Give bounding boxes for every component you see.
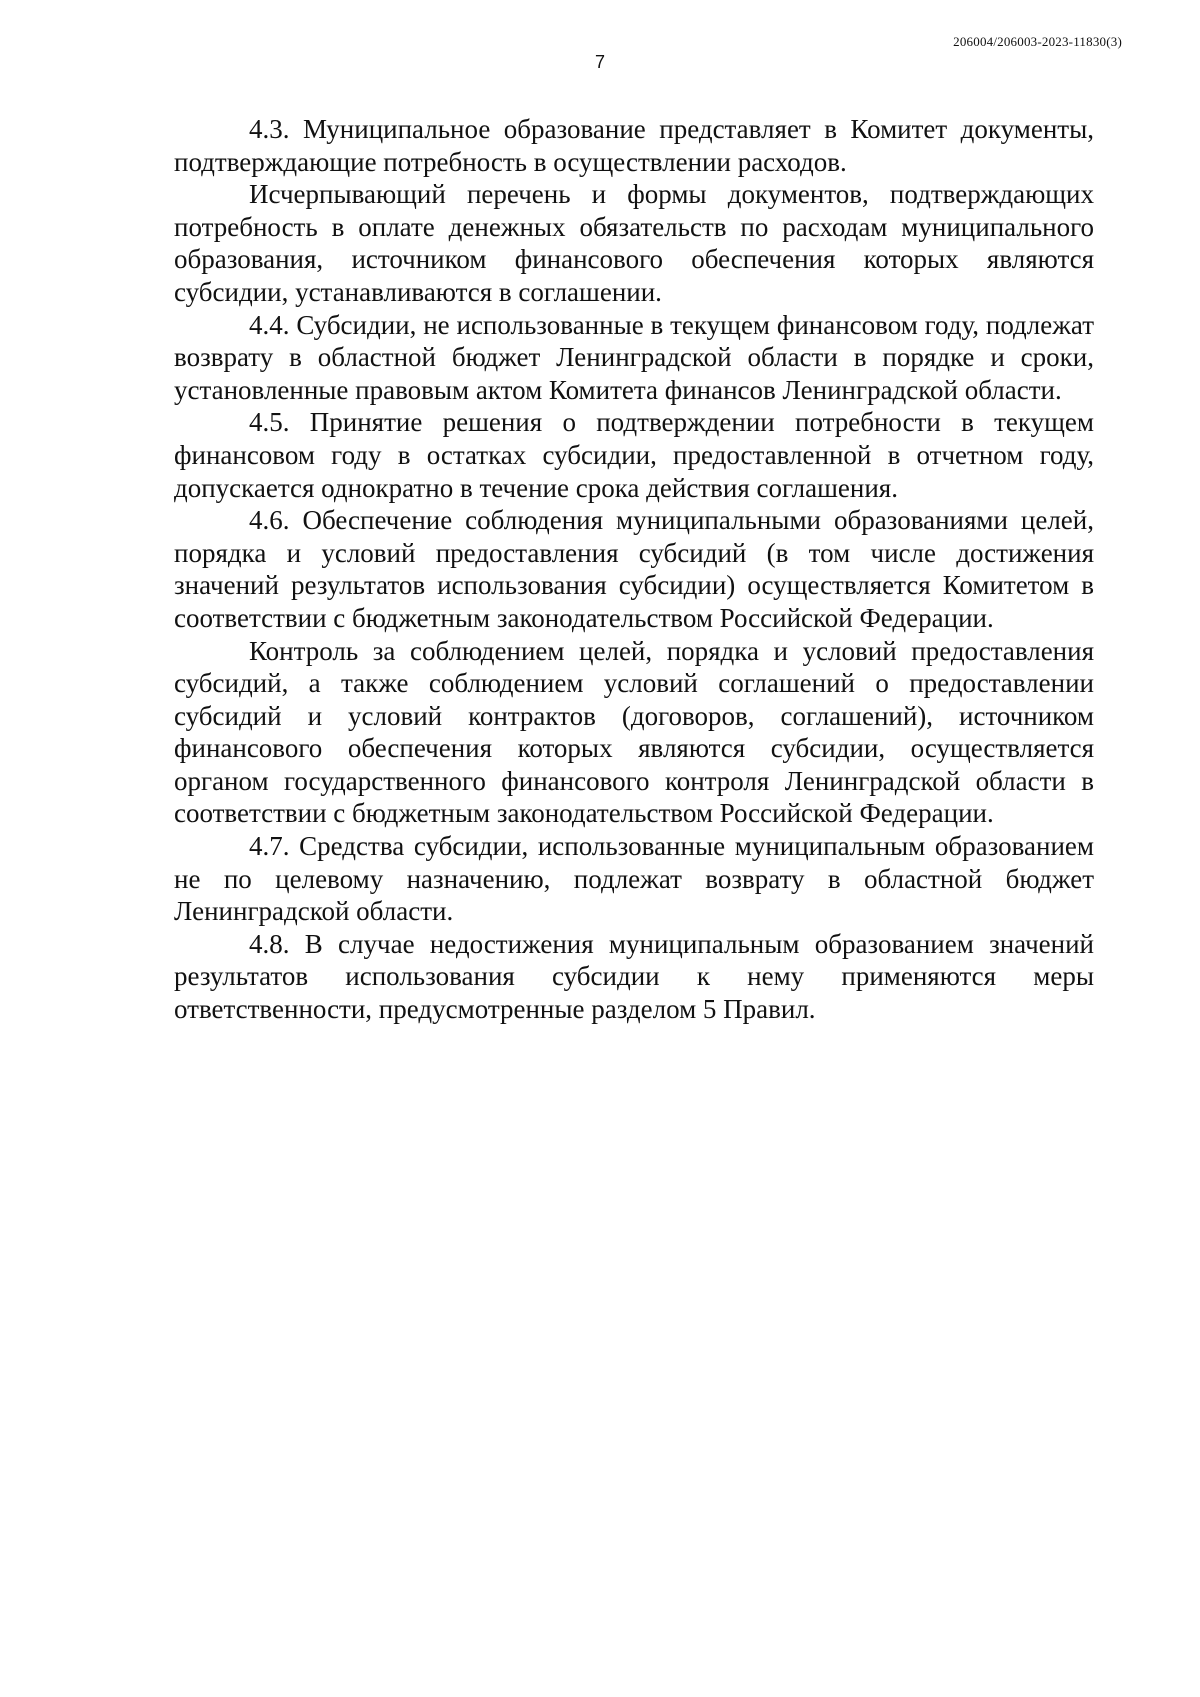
paragraph-4-5: 4.5. Принятие решения о подтверждении потребности в текущем финансовом году в остатках субсидии, предоставленной в отчетном году, допускается однократно в течение срока действия соглашения. — [174, 407, 1094, 503]
paragraph-4-6: 4.6. Обеспечение соблюдения муниципальными образованиями целей, порядка и условий предоставления субсидий (в том числе достижения значений результатов использования субсидии) осуществляется Комитетом в соответствии с бюджетным законодательством Российской Федерации. — [174, 505, 1094, 633]
paragraph-4-4: 4.4. Субсидии, не использованные в текущем финансовом году, подлежат возврату в областной бюджет Ленинградской области в порядке и сроки, установленные правовым актом Комитета финансов Ленинградской области. — [174, 309, 1094, 405]
paragraph-documents-list: Исчерпывающий перечень и формы документов, подтверждающих потребность в оплате денежных обязательств по расходам муниципального образования, источником финансового обеспечения которых являются субсидии, устанавливаются в соглашении. — [174, 179, 1094, 307]
paragraph-4-3: 4.3. Муниципальное образование представляет в Комитет документы, подтверждающие потребность в осуществлении расходов. — [174, 114, 1094, 177]
page-number: 7 — [594, 52, 605, 72]
paragraph-control: Контроль за соблюдением целей, порядка и условий предоставления субсидий, а также соблюдением условий соглашений о предоставлении субсидий и условий контрактов (договоров, соглашений), источником финансового обеспечения которых являются субсидии, осуществляется органом государственного финансового контроля Ленинградской области в соответствии с бюджетным законодательством Российской Федерации. — [174, 635, 1094, 829]
document-body — [174, 113, 1094, 1026]
paragraph-4-8: 4.8. В случае недостижения муниципальным образованием значений результатов использования субсидии к нему применяются меры ответственности, предусмотренные разделом 5 Правил. — [174, 928, 1094, 1025]
document-id: 206004/206003-2023-11830(3) — [953, 34, 1122, 49]
paragraph-4-7: 4.7. Средства субсидии, использованные муниципальным образованием не по целевому назначению, подлежат возврату в областной бюджет Ленинградской области. — [174, 831, 1094, 927]
